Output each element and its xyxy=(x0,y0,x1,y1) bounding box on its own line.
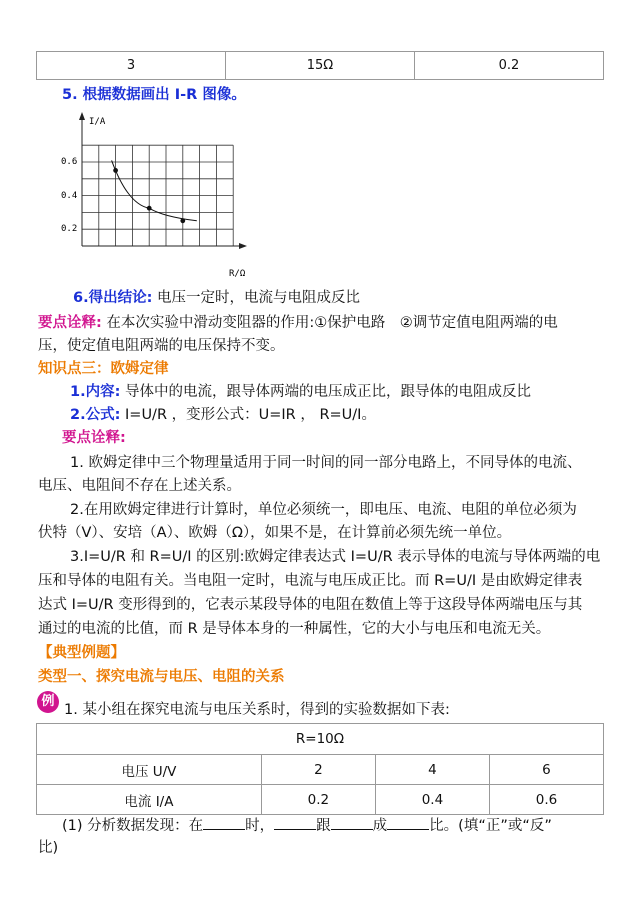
table-row xyxy=(37,52,604,80)
examples-heading: 【典型例题】 xyxy=(38,645,125,661)
question-text: 比。(填“正”或“反” xyxy=(429,818,552,834)
experiment-data-table xyxy=(36,723,604,815)
y-tick-label: 0.4 xyxy=(61,191,78,201)
question1-line1 xyxy=(62,815,552,836)
point1-line2: 电压、电阻间不存在上述关系。 xyxy=(38,478,241,494)
formula-label: 2.公式: xyxy=(70,407,121,423)
answer-blank[interactable] xyxy=(203,815,245,830)
section6-line xyxy=(73,288,360,308)
question-text: 跟 xyxy=(316,818,331,834)
table-cell: 0.2 xyxy=(261,785,375,815)
formula-line xyxy=(70,405,376,425)
point1-line1: 1. 欧姆定律中三个物理量适用于同一时间的同一部分电路上，不同导体的电流、 xyxy=(70,455,582,471)
point3-line1: 3.I=U/R 和 R=U/I 的区别:欧姆定律表达式 I=U/R 表示导体的电流与导体两端的电 xyxy=(70,549,601,565)
point3-line4: 通过的电流的比值，而 R 是导体本身的一种属性，它的大小与电压和电流无关。 xyxy=(38,621,551,637)
content-text: 导体中的电流，跟导体两端的电压成正比，跟导体的电阻成反比 xyxy=(125,384,532,400)
answer-blank[interactable] xyxy=(274,815,316,830)
note1-label: 要点诠释: xyxy=(38,315,102,331)
content-line xyxy=(70,382,531,402)
table-header-row xyxy=(37,724,604,755)
table-cell: 2 xyxy=(261,755,375,785)
y-axis-arrow xyxy=(79,112,85,120)
y-axis-label: I/A xyxy=(89,117,106,127)
kp3-title: 知识点三：欧姆定律 xyxy=(38,361,169,377)
table-cell: 电压 U/V xyxy=(37,755,262,785)
y-tick-label: 0.2 xyxy=(61,224,78,234)
x-axis-label: R/Ω xyxy=(229,269,246,279)
data-point xyxy=(113,168,118,173)
table-cell: 3 xyxy=(37,52,226,80)
content-label: 1.内容: xyxy=(70,384,121,400)
point3-line2: 压和导体的电阻有关。当电阻一定时，电流与电压成正比。而 R=U/I 是由欧姆定律表 xyxy=(38,573,583,589)
table-cell: 4 xyxy=(375,755,489,785)
note1-line2: 压，使定值电阻两端的电压保持不变。 xyxy=(38,338,285,354)
note1-line1 xyxy=(38,313,558,333)
example1-text: 1. 某小组在探究电流与电压关系时，得到的实验数据如下表: xyxy=(64,702,450,718)
table-cell: 6 xyxy=(489,755,603,785)
table-cell: 0.6 xyxy=(489,785,603,815)
table-row xyxy=(37,785,604,815)
y-tick-label: 0.6 xyxy=(61,157,78,167)
answer-blank[interactable] xyxy=(387,815,429,830)
type1-title: 类型一、探究电流与电压、电阻的关系 xyxy=(38,669,285,685)
question-text: 成 xyxy=(372,818,388,834)
point3-line3: 达式 I=U/R 变形得到的，它表示某段导体的电阻在数值上等于这段导体两端电压与其 xyxy=(38,597,583,613)
example-badge: 例 xyxy=(37,691,59,713)
table-header-cell: R=10Ω xyxy=(37,724,604,755)
question-text: (1) 分析数据发现：在 xyxy=(62,818,204,834)
note1-text: 在本次实验中滑动变阻器的作用:①保护电路 ②调节定值电阻两端的电 xyxy=(106,315,558,331)
point2-line1: 2.在用欧姆定律进行计算时，单位必须统一，即电压、电流、电阻的单位必须为 xyxy=(70,502,577,518)
answer-blank[interactable] xyxy=(331,815,373,830)
data-point xyxy=(147,206,152,211)
point2-line2: 伏特（V）、安培（A）、欧姆（Ω），如果不是，在计算前必须先统一单位。 xyxy=(38,525,512,541)
table-cell: 15Ω xyxy=(225,52,414,80)
note2-label: 要点诠释: xyxy=(62,430,126,446)
chart-grid xyxy=(82,145,233,246)
table-cell: 电流 I/A xyxy=(37,785,262,815)
x-axis-arrow xyxy=(239,243,247,249)
section5-heading: 5. 根据数据画出 I-R 图像。 xyxy=(62,87,246,103)
question-text: 时， xyxy=(245,818,275,834)
formula-text: I=U/R ，变形公式：U=IR ， R=U/I。 xyxy=(125,407,376,423)
top-data-table xyxy=(36,51,604,80)
question1-line2: 比) xyxy=(38,840,59,856)
table-cell: 0.2 xyxy=(414,52,603,80)
data-point xyxy=(180,218,185,223)
section6-label: 6.得出结论: xyxy=(73,290,153,306)
table-cell: 0.4 xyxy=(375,785,489,815)
ir-curve xyxy=(112,160,197,220)
ir-chart xyxy=(55,110,255,285)
section6-text: 电压一定时，电流与电阻成反比 xyxy=(157,290,361,306)
table-row xyxy=(37,755,604,785)
